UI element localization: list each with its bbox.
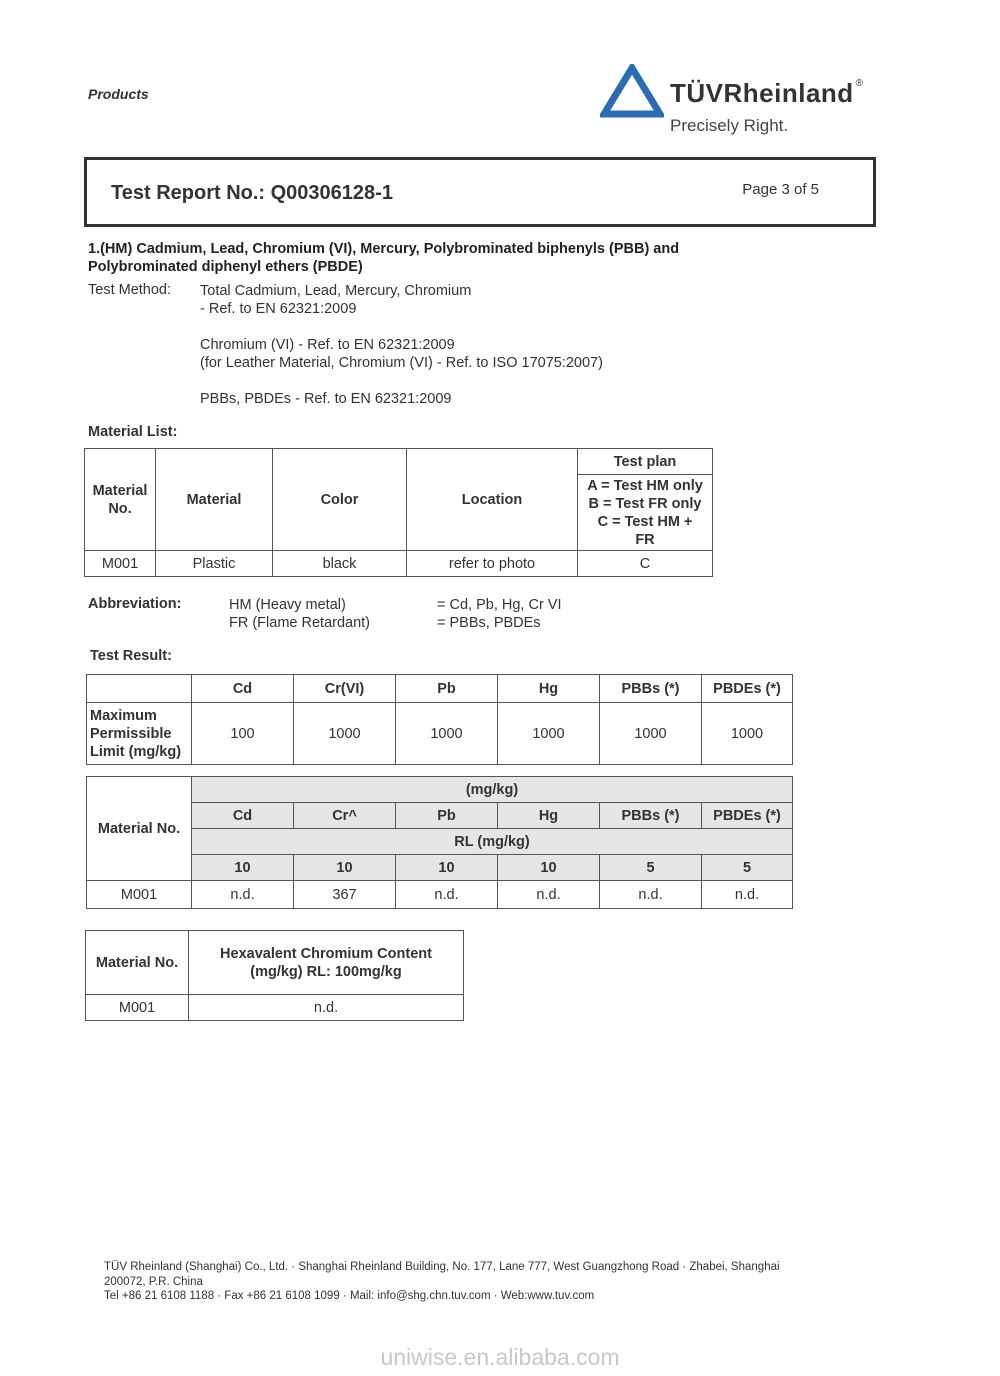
abbreviation-meaning: = PBBs, PBDEs [437, 615, 541, 631]
header-material: Material [156, 449, 273, 551]
rl-value-pbbs: 5 [600, 855, 702, 881]
cell-location: refer to photo [407, 551, 578, 577]
rl-value-hg: 10 [498, 855, 600, 881]
results-rl-label: RL (mg/kg) [192, 829, 793, 855]
results-unit: (mg/kg) [192, 777, 793, 803]
limits-header-cd: Cd [192, 675, 294, 703]
watermark: uniwise.en.alibaba.com [380, 1344, 620, 1370]
results-header-material-no: Material No. [87, 777, 192, 881]
rl-value-pb: 10 [396, 855, 498, 881]
limits-table [86, 674, 793, 765]
results-header-pb: Pb [396, 803, 498, 829]
limits-header-pb: Pb [396, 675, 498, 703]
abbreviation-meanings [437, 596, 562, 632]
method-line [200, 318, 603, 336]
hex-header-material-no: Material No. [86, 931, 189, 995]
triangle-logo-icon [600, 64, 664, 120]
limits-header-crvi: Cr(VI) [294, 675, 396, 703]
limit-value-pbbs: 1000 [600, 703, 702, 765]
report-title: Test Report No.: Q00306128-1 [111, 182, 393, 204]
results-header-pbdes: PBDEs (*) [702, 803, 793, 829]
method-line: (for Leather Material, Chromium (VI) - Ref. to ISO 17075:2007) [200, 355, 603, 371]
footer-address: TÜV Rheinland (Shanghai) Co., Ltd. · Shanghai Rheinland Building, No. 177, Lane 777, West Guangzhong Road · Zhabei, Shanghai [104, 1261, 780, 1273]
limits-corner [87, 675, 192, 703]
result-material-no: M001 [87, 881, 192, 909]
registered-mark: ® [855, 78, 864, 89]
limit-value-crvi: 1000 [294, 703, 396, 765]
hex-header-content: Hexavalent Chromium Content (mg/kg) RL: 100mg/kg [189, 931, 464, 995]
results-header-pbbs: PBBs (*) [600, 803, 702, 829]
limits-row-label: Maximum Permissible Limit (mg/kg) [87, 703, 192, 765]
section-label: Products [88, 86, 149, 102]
result-value-pbbs: n.d. [600, 881, 702, 909]
table-row [87, 703, 793, 765]
result-value-cd: n.d. [192, 881, 294, 909]
header-location: Location [407, 449, 578, 551]
method-line: - Ref. to EN 62321:2009 [200, 301, 357, 317]
tuv-logo [600, 64, 900, 144]
limits-header-pbbs: PBBs (*) [600, 675, 702, 703]
method-line: PBBs, PBDEs - Ref. to EN 62321:2009 [200, 391, 452, 407]
abbreviation-term: FR (Flame Retardant) [229, 615, 371, 631]
table-row [86, 995, 464, 1021]
footer-contact: Tel +86 21 6108 1188 · Fax +86 21 6108 1099 · Mail: info@shg.chn.tuv.com · Web:www.tuv.com [104, 1290, 595, 1302]
header-test-plan: Test plan [578, 449, 713, 475]
header-test-plan-desc [578, 475, 713, 551]
abbreviation-label: Abbreviation: [88, 596, 182, 612]
plan-desc-line: FR [635, 531, 655, 548]
limit-value-pb: 1000 [396, 703, 498, 765]
abbreviation-term: HM (Heavy metal) [229, 597, 346, 613]
header-color: Color [273, 449, 407, 551]
cell-color: black [273, 551, 407, 577]
table-row [85, 551, 713, 577]
header-material-no: Material No. [85, 449, 156, 551]
brand-tagline: Precisely Right. [670, 116, 789, 135]
result-value-hg: n.d. [498, 881, 600, 909]
cell-material-no: M001 [85, 551, 156, 577]
footer-postal: 200072, P.R. China [104, 1275, 203, 1288]
section-title: 1.(HM) Cadmium, Lead, Chromium (VI), Mercury, Polybrominated biphenyls (PBB) and Polybrominated diphenyl ethers (PBDE) [88, 241, 680, 275]
material-list-label: Material List: [88, 424, 178, 440]
plan-desc-line: B = Test FR only [588, 495, 702, 512]
result-value-cr: 367 [294, 881, 396, 909]
limits-header-pbdes: PBDEs (*) [702, 675, 793, 703]
results-table [86, 776, 793, 909]
cell-material: Plastic [156, 551, 273, 577]
method-line: Total Cadmium, Lead, Mercury, Chromium [200, 283, 472, 299]
abbreviation-meaning: = Cd, Pb, Hg, Cr VI [437, 597, 562, 613]
method-line: Chromium (VI) - Ref. to EN 62321:2009 [200, 337, 455, 353]
limit-value-hg: 1000 [498, 703, 600, 765]
results-header-cd: Cd [192, 803, 294, 829]
footer [104, 1260, 780, 1304]
hex-material-no: M001 [86, 995, 189, 1021]
report-header-box [84, 157, 876, 227]
limit-value-pbdes: 1000 [702, 703, 793, 765]
rl-value-cr: 10 [294, 855, 396, 881]
rl-value-cd: 10 [192, 855, 294, 881]
table-row [87, 881, 793, 909]
test-result-label: Test Result: [90, 648, 172, 664]
rl-value-pbdes: 5 [702, 855, 793, 881]
hex-value: n.d. [189, 995, 464, 1021]
plan-desc-line: A = Test HM only [587, 477, 703, 494]
abbreviation-terms [229, 596, 370, 632]
results-header-cr: Cr^ [294, 803, 396, 829]
plan-desc-line: C = Test HM + [597, 513, 693, 530]
brand-name: TÜVRheinland ® [670, 78, 864, 108]
test-method-label: Test Method: [88, 282, 172, 298]
method-line [200, 372, 603, 390]
results-header-hg: Hg [498, 803, 600, 829]
page-number: Page 3 of 5 [742, 181, 819, 198]
result-value-pb: n.d. [396, 881, 498, 909]
hexavalent-table [85, 930, 464, 1021]
limit-value-cd: 100 [192, 703, 294, 765]
limits-header-hg: Hg [498, 675, 600, 703]
result-value-pbdes: n.d. [702, 881, 793, 909]
test-method-lines [200, 282, 603, 408]
cell-test-plan: C [578, 551, 713, 577]
material-list-table [84, 448, 713, 577]
